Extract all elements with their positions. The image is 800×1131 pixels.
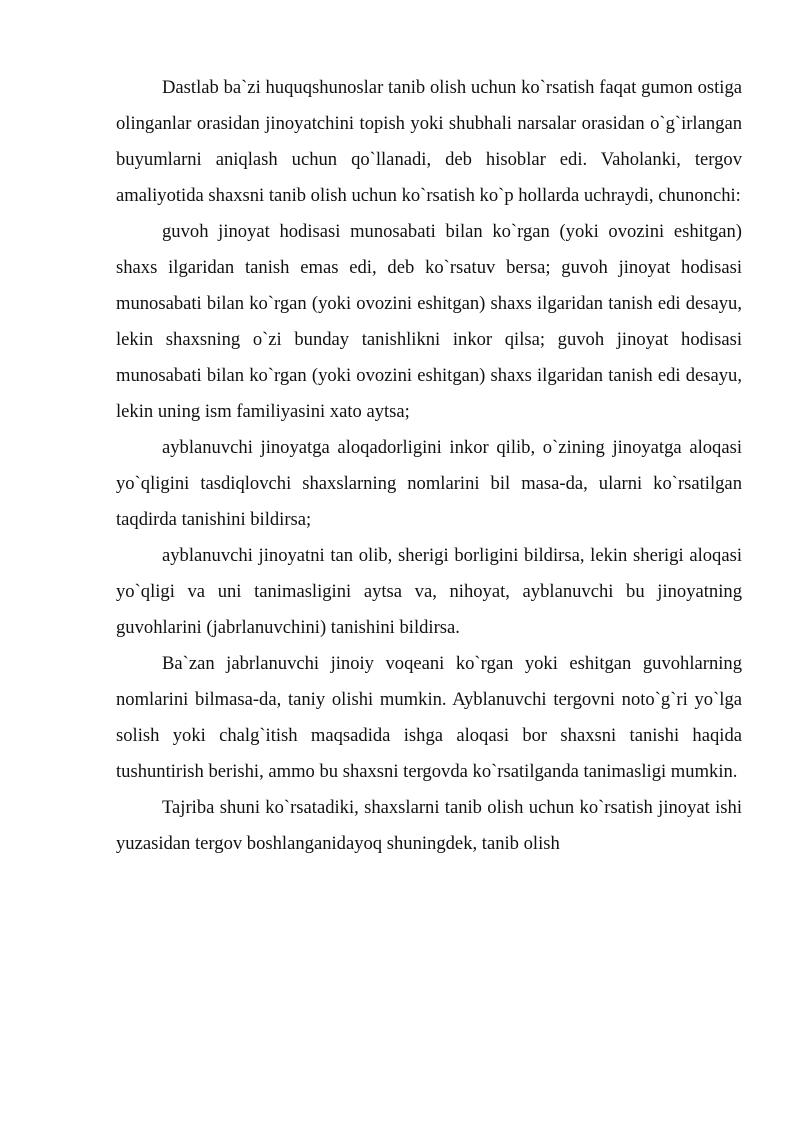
paragraph: ayblanuvchi jinoyatni tan olib, sherigi borligini bildirsa, lekin sherigi aloqasi yo`qligi va uni tanimasligini aytsa va, nihoyat, ayblanuvchi bu jinoyatning guvohlarini (jabrlanuvchini) tanishini bildirsa. xyxy=(116,545,742,638)
paragraph: guvoh jinoyat hodisasi munosabati bilan ko`rgan (yoki ovozini eshitgan) shaxs ilgaridan tanish emas edi, deb ko`rsatuv bersa; guvoh jinoyat hodisasi munosabati bilan ko`rgan (yoki ovozini eshitgan) shaxs ilgaridan tanish edi desayu, lekin shaxsning o`zi bunday tanishlikni inkor qilsa; guvoh jinoyat hodisasi munosabati bilan ko`rgan (yoki ovozini eshitgan) shaxs ilgaridan tanish edi desayu, lekin uning ism familiyasini xato aytsa; xyxy=(116,221,742,422)
paragraph: Ba`zan jabrlanuvchi jinoiy voqeani ko`rgan yoki eshitgan guvohlarning nomlarini bilmasa-da, taniy olishi mumkin. Ayblanuvchi tergovni noto`g`ri yo`lga solish yoki chalg`itish maqsadida ishga aloqasi bor shaxsni tanishi haqida tushuntirish berishi, ammo bu shaxsni tergovda ko`rsatilganda tanimasligi mumkin. xyxy=(116,653,742,782)
paragraph: ayblanuvchi jinoyatga aloqadorligini inkor qilib, o`zining jinoyatga aloqasi yo`qligini tasdiqlovchi shaxslarning nomlarini bil masa-da, ularni ko`rsatilgan taqdirda tanishini bildirsa; xyxy=(116,437,742,530)
paragraph: Dastlab ba`zi huquqshunoslar tanib olish uchun ko`rsatish faqat gumon ostiga olinganlar orasidan jinoyatchini topish yoki shubhali narsalar orasidan o`g`irlangan buyumlarni aniqlash uchun qo`llanadi, deb hisoblar edi. Vaholanki, tergov amaliyotida shaxsni tanib olish uchun ko`rsatish ko`p hollarda uchraydi, chunonchi: xyxy=(116,77,742,206)
document-page xyxy=(116,70,742,862)
paragraph: Tajriba shuni ko`rsatadiki, shaxslarni tanib olish uchun ko`rsatish jinoyat ishi yuzasidan tergov boshlanganidayoq shuningdek, tanib olish xyxy=(116,797,742,854)
